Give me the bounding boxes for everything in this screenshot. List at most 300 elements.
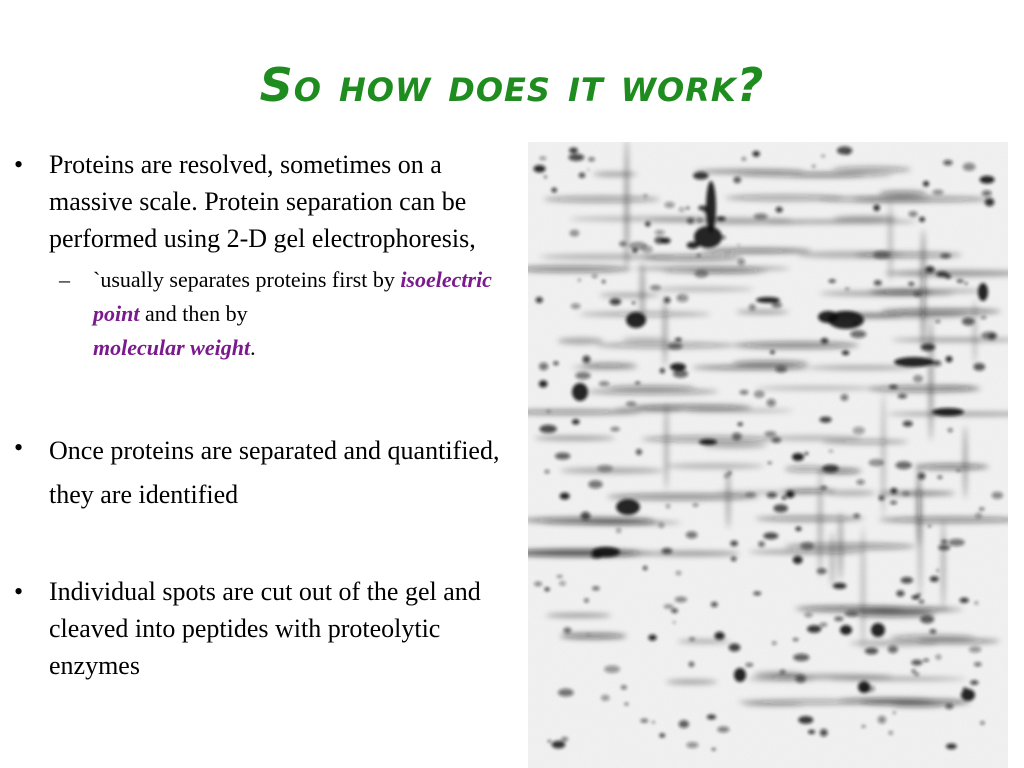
gel-spot <box>754 213 768 219</box>
gel-spot <box>664 202 674 208</box>
gel-streak <box>917 639 1000 644</box>
gel-spot <box>592 274 598 278</box>
gel-spot <box>913 291 921 297</box>
gel-spot <box>616 528 621 533</box>
gel-spot <box>583 356 591 364</box>
sub-bullet-end: . <box>250 335 256 360</box>
gel-streak <box>869 385 981 392</box>
gel-spot <box>772 641 776 644</box>
gel-spot <box>798 716 813 724</box>
gel-streak <box>833 216 898 221</box>
gel-streak <box>665 403 669 490</box>
gel-spot <box>821 338 828 344</box>
gel-spot <box>903 492 910 496</box>
gel-spot <box>693 504 699 507</box>
gel-streak <box>633 267 791 270</box>
gel-spot <box>738 422 743 425</box>
gel-spot <box>948 539 964 546</box>
gel-spot <box>873 205 880 211</box>
gel-spot <box>610 298 622 305</box>
gel-spot <box>946 743 957 749</box>
gel-spot <box>560 493 570 500</box>
gel-spot <box>970 680 978 685</box>
gel-streak <box>692 365 809 370</box>
gel-spot <box>868 459 884 467</box>
gel-spot <box>878 716 886 724</box>
gel-spot <box>890 501 897 505</box>
gel-spot <box>981 316 987 319</box>
gel-spot <box>534 165 546 173</box>
gel-spot <box>780 670 785 674</box>
gel-spot <box>632 302 635 305</box>
gel-spot <box>820 623 828 627</box>
gel-streak <box>839 512 842 580</box>
gel-spot <box>645 221 650 226</box>
gel-spot <box>911 660 922 666</box>
gel-spot <box>707 715 716 720</box>
gel-spot <box>800 542 814 550</box>
gel-spot <box>919 217 925 222</box>
gel-spot <box>763 532 778 539</box>
gel-streak <box>748 550 864 553</box>
gel-streak <box>861 527 865 652</box>
bullet-list <box>14 146 524 684</box>
gel-spot <box>946 356 953 362</box>
gel-major-spot <box>706 181 716 233</box>
gel-spot <box>752 151 759 157</box>
gel-streak <box>622 337 667 341</box>
gel-spot <box>659 523 664 528</box>
gel-spot <box>724 474 729 479</box>
gel-spot <box>539 380 548 387</box>
gel-spot <box>938 545 950 551</box>
gel-streak <box>665 463 764 469</box>
gel-spot <box>935 654 941 659</box>
bullet-text: Proteins are resolved, sometimes on a massive scale. Protein separation can be performed using 2-D gel electrophoresis, <box>49 150 476 253</box>
gel-spot <box>911 595 919 599</box>
gel-spot <box>604 665 620 673</box>
gel-spot <box>895 461 911 469</box>
gel-spot <box>754 390 765 398</box>
sub-bullet-lead: `usually separates proteins first by <box>93 267 395 292</box>
gel-spot <box>817 568 827 574</box>
gel-spot <box>916 593 921 595</box>
gel-spot <box>767 492 777 498</box>
2d-gel-electrophoresis-image <box>528 142 1008 768</box>
gel-streak <box>921 229 925 352</box>
bullet-item <box>14 429 524 517</box>
gel-spot <box>914 672 919 675</box>
gel-streak <box>544 196 660 202</box>
gel-spot <box>937 476 942 479</box>
gel-spot <box>717 726 729 732</box>
gel-streak <box>881 309 1001 314</box>
gel-spot <box>879 495 885 500</box>
gel-streak <box>701 248 811 253</box>
gel-spot <box>822 464 839 472</box>
gel-spot <box>773 504 788 512</box>
bullet-item <box>14 146 524 365</box>
gel-streak <box>942 520 945 609</box>
gel-spot <box>925 266 934 273</box>
gel-spot <box>592 586 600 590</box>
gel-spot <box>539 362 548 370</box>
gel-spot <box>775 366 786 373</box>
gel-streak <box>652 287 753 291</box>
gel-spot <box>941 540 948 544</box>
gel-streak <box>599 294 659 297</box>
gel-spot <box>643 566 647 570</box>
gel-major-spot <box>871 623 885 637</box>
gel-spot <box>588 480 602 488</box>
gel-spot <box>729 643 741 651</box>
bullet-dot-icon: • <box>14 433 24 462</box>
gel-spot <box>644 194 648 197</box>
gel-spot <box>569 148 578 154</box>
gel-spot <box>974 601 978 604</box>
gel-spot <box>842 351 850 356</box>
gel-streak <box>830 532 834 587</box>
gel-spot <box>891 488 898 494</box>
gel-spot <box>969 646 981 652</box>
gel-spot <box>572 419 580 424</box>
gel-spot <box>712 748 716 750</box>
gel-spot <box>677 294 689 302</box>
gel-spot <box>650 285 661 290</box>
gel-streak <box>756 386 878 389</box>
gel-spot <box>930 576 939 582</box>
gel-spot <box>808 730 815 734</box>
gel-spot <box>786 491 795 499</box>
gel-spot <box>940 253 951 258</box>
gel-streak <box>822 439 908 444</box>
gel-spot <box>889 731 893 735</box>
gel-streak <box>808 366 916 370</box>
gel-streak <box>581 363 636 367</box>
gel-spot <box>861 725 865 727</box>
gel-spot <box>766 399 775 407</box>
gel-spot <box>908 282 914 286</box>
gel-spot <box>621 685 627 689</box>
gel-spot <box>805 452 809 455</box>
gel-spot <box>581 512 591 520</box>
gel-spot <box>913 375 923 383</box>
gel-spot <box>919 600 924 604</box>
gel-spot <box>758 541 765 547</box>
gel-spot <box>602 280 605 283</box>
gel-spot <box>943 160 953 166</box>
gel-spot <box>834 617 843 622</box>
gel-spot <box>776 207 783 213</box>
gel-spot <box>865 647 878 654</box>
bullet-dot-icon: • <box>14 150 24 179</box>
gel-spot <box>974 662 982 666</box>
gel-spot <box>675 597 687 603</box>
gel-spot <box>833 583 847 589</box>
gel-spot <box>664 297 670 303</box>
gel-spot <box>845 153 850 155</box>
sub-bullet-mid: and then by <box>144 301 248 326</box>
gel-spot <box>660 368 665 373</box>
gel-streak <box>540 254 672 260</box>
gel-streak <box>645 551 740 556</box>
gel-major-spot <box>932 408 964 416</box>
gel-spot <box>745 663 753 667</box>
gel-spot <box>975 513 982 519</box>
dash-icon: – <box>59 267 70 292</box>
gel-spot <box>728 472 731 475</box>
gel-spot <box>980 176 995 184</box>
gel-spot <box>738 258 746 265</box>
gel-spot <box>693 172 708 180</box>
gel-spot <box>753 592 761 596</box>
gel-streak <box>929 317 932 441</box>
gel-spot <box>697 219 702 223</box>
gel-major-spot <box>840 625 852 635</box>
gel-spot <box>587 634 590 636</box>
gel-streak <box>754 672 803 677</box>
gel-spot <box>548 740 551 742</box>
gel-spot <box>714 632 724 640</box>
gel-streak <box>854 196 992 202</box>
gel-streak <box>736 310 790 313</box>
gel-spot <box>945 703 953 709</box>
gel-spot <box>930 629 937 633</box>
sub-bullet-list <box>49 263 524 365</box>
gel-spot <box>588 157 595 161</box>
gel-spot <box>545 470 550 473</box>
gel-streak <box>663 295 667 367</box>
gel-spot <box>578 279 581 281</box>
gel-spot <box>579 173 586 178</box>
gel-spot <box>853 427 865 435</box>
gel-spot <box>898 394 907 399</box>
gel-major-spot <box>734 668 746 682</box>
gel-spot <box>733 177 741 184</box>
gel-image <box>528 142 1008 768</box>
gel-spot <box>745 492 755 497</box>
gel-streak <box>586 389 718 395</box>
gel-spot <box>893 711 896 714</box>
gel-spot <box>619 241 627 246</box>
gel-spot <box>731 557 737 562</box>
gel-spot <box>923 659 929 662</box>
gel-major-spot <box>626 312 646 328</box>
gel-major-spot <box>670 363 686 371</box>
gel-spot <box>935 320 940 323</box>
gel-spot <box>793 638 799 641</box>
slide-title: So how does it work? <box>259 58 765 112</box>
gel-streak <box>546 614 612 618</box>
gel-streak <box>973 299 977 364</box>
gel-major-spot <box>858 681 870 693</box>
gel-spot <box>889 385 897 389</box>
gel-spot <box>654 237 664 245</box>
gel-spot <box>960 598 969 603</box>
gel-spot <box>539 425 556 433</box>
gel-spot <box>636 449 642 455</box>
gel-spot <box>829 450 834 452</box>
molecular-weight-term: molecular weight <box>93 335 251 360</box>
gel-spot <box>711 602 718 607</box>
gel-spot <box>896 590 904 596</box>
gel-spot <box>850 330 866 338</box>
gel-major-spot <box>978 283 988 301</box>
gel-spot <box>687 218 694 224</box>
gel-spot <box>678 296 681 298</box>
gel-major-spot <box>699 439 717 445</box>
gel-spot <box>601 695 610 701</box>
gel-spot <box>697 254 701 257</box>
gel-spot <box>640 719 648 723</box>
gel-spot <box>659 733 665 737</box>
gel-streak <box>738 699 881 704</box>
gel-spot <box>768 462 772 464</box>
gel-streak <box>755 516 864 522</box>
gel-spot <box>732 432 742 440</box>
gel-spot <box>610 427 619 431</box>
gel-spot <box>841 394 849 401</box>
gel-streak <box>625 142 629 271</box>
gel-spot <box>666 504 670 508</box>
gel-spot <box>569 229 579 236</box>
gel-streak <box>888 202 892 282</box>
gel-spot <box>551 188 557 193</box>
gel-spot <box>689 662 694 667</box>
gel-spot <box>874 280 882 285</box>
gel-spot <box>695 270 709 278</box>
gel-spot <box>985 198 995 206</box>
gel-spot <box>648 634 656 640</box>
gel-major-spot <box>694 226 722 248</box>
gel-spot <box>673 621 675 623</box>
gel-spot <box>962 317 975 325</box>
gel-spot <box>821 486 827 489</box>
gel-streak <box>534 436 615 440</box>
gel-spot <box>624 703 628 706</box>
gel-major-spot <box>592 547 620 557</box>
gel-spot <box>837 146 852 154</box>
gel-streak <box>558 338 604 345</box>
gel-spot <box>689 637 694 640</box>
gel-spot <box>676 571 682 575</box>
gel-spot <box>686 531 698 538</box>
gel-major-spot <box>572 383 588 401</box>
gel-streak <box>826 490 875 495</box>
gel-spot <box>856 480 865 485</box>
gel-spot <box>782 496 787 500</box>
gel-spot <box>923 181 929 186</box>
gel-spot <box>771 302 782 308</box>
gel-spot <box>807 625 821 633</box>
gel-spot <box>553 361 558 365</box>
gel-spot <box>675 338 682 342</box>
gel-streak <box>878 491 955 495</box>
gel-spot <box>920 615 934 623</box>
gel-streak <box>607 493 759 500</box>
gel-spot <box>629 242 647 250</box>
gel-spot <box>912 670 916 673</box>
gel-spot <box>980 721 984 724</box>
gel-spot <box>932 190 943 195</box>
gel-spot <box>559 581 566 586</box>
gel-spot <box>673 370 688 378</box>
gel-spot <box>796 675 806 683</box>
isoelectric-point-term: isoelectric point <box>93 267 492 326</box>
gel-spot <box>561 737 568 741</box>
sub-bullet-item <box>49 263 524 365</box>
gel-spot <box>804 613 812 618</box>
gel-spot <box>552 741 566 749</box>
gel-major-spot <box>792 453 804 461</box>
gel-spot <box>749 304 756 310</box>
gel-spot <box>982 190 992 196</box>
gel-streak <box>799 607 952 612</box>
gel-spot <box>821 155 825 158</box>
gel-spot <box>793 654 809 662</box>
gel-spot <box>965 282 968 285</box>
gel-streak <box>879 191 926 196</box>
gel-streak <box>964 426 967 499</box>
gel-spot <box>963 163 976 171</box>
gel-spot <box>928 525 931 527</box>
gel-spot <box>888 646 898 654</box>
gel-spot <box>679 720 689 728</box>
gel-streak <box>733 342 858 349</box>
gel-spot <box>936 569 938 571</box>
gel-streak <box>593 172 638 176</box>
gel-spot <box>845 288 849 290</box>
gel-streak <box>579 312 711 317</box>
gel-spot <box>738 244 740 246</box>
gel-spot <box>555 452 570 459</box>
gel-spot <box>901 577 913 584</box>
gel-spot <box>730 540 738 546</box>
gel-spot <box>765 431 777 436</box>
gel-spot <box>908 211 917 217</box>
gel-spot <box>770 350 775 353</box>
gel-major-spot <box>818 311 838 323</box>
gel-major-spot <box>961 689 975 701</box>
gel-spot <box>546 410 551 412</box>
bullet-text: Once proteins are separated and quantified, they are identified <box>49 436 500 509</box>
gel-spot <box>820 417 832 423</box>
gel-streak <box>832 166 911 172</box>
gel-spot <box>973 363 985 371</box>
gel-spot <box>584 598 589 602</box>
gel-streak <box>560 633 626 639</box>
gel-spot <box>741 157 746 161</box>
gel-spot <box>668 343 683 350</box>
gel-spot <box>979 508 985 511</box>
gel-spot <box>655 230 665 235</box>
gel-spot <box>829 279 836 282</box>
gel-spot <box>921 343 935 351</box>
gel-streak <box>915 464 989 470</box>
gel-spot <box>575 372 590 379</box>
gel-spot <box>936 271 948 277</box>
gel-spot <box>545 587 550 591</box>
gel-spot <box>557 575 563 578</box>
gel-spot <box>820 729 828 737</box>
gel-spot <box>793 556 803 564</box>
gel-spot <box>663 604 673 609</box>
gel-spot <box>918 473 926 480</box>
gel-spot <box>853 514 860 519</box>
gel-spot <box>717 217 726 221</box>
gel-spot <box>686 742 698 748</box>
gel-spot <box>558 689 574 697</box>
